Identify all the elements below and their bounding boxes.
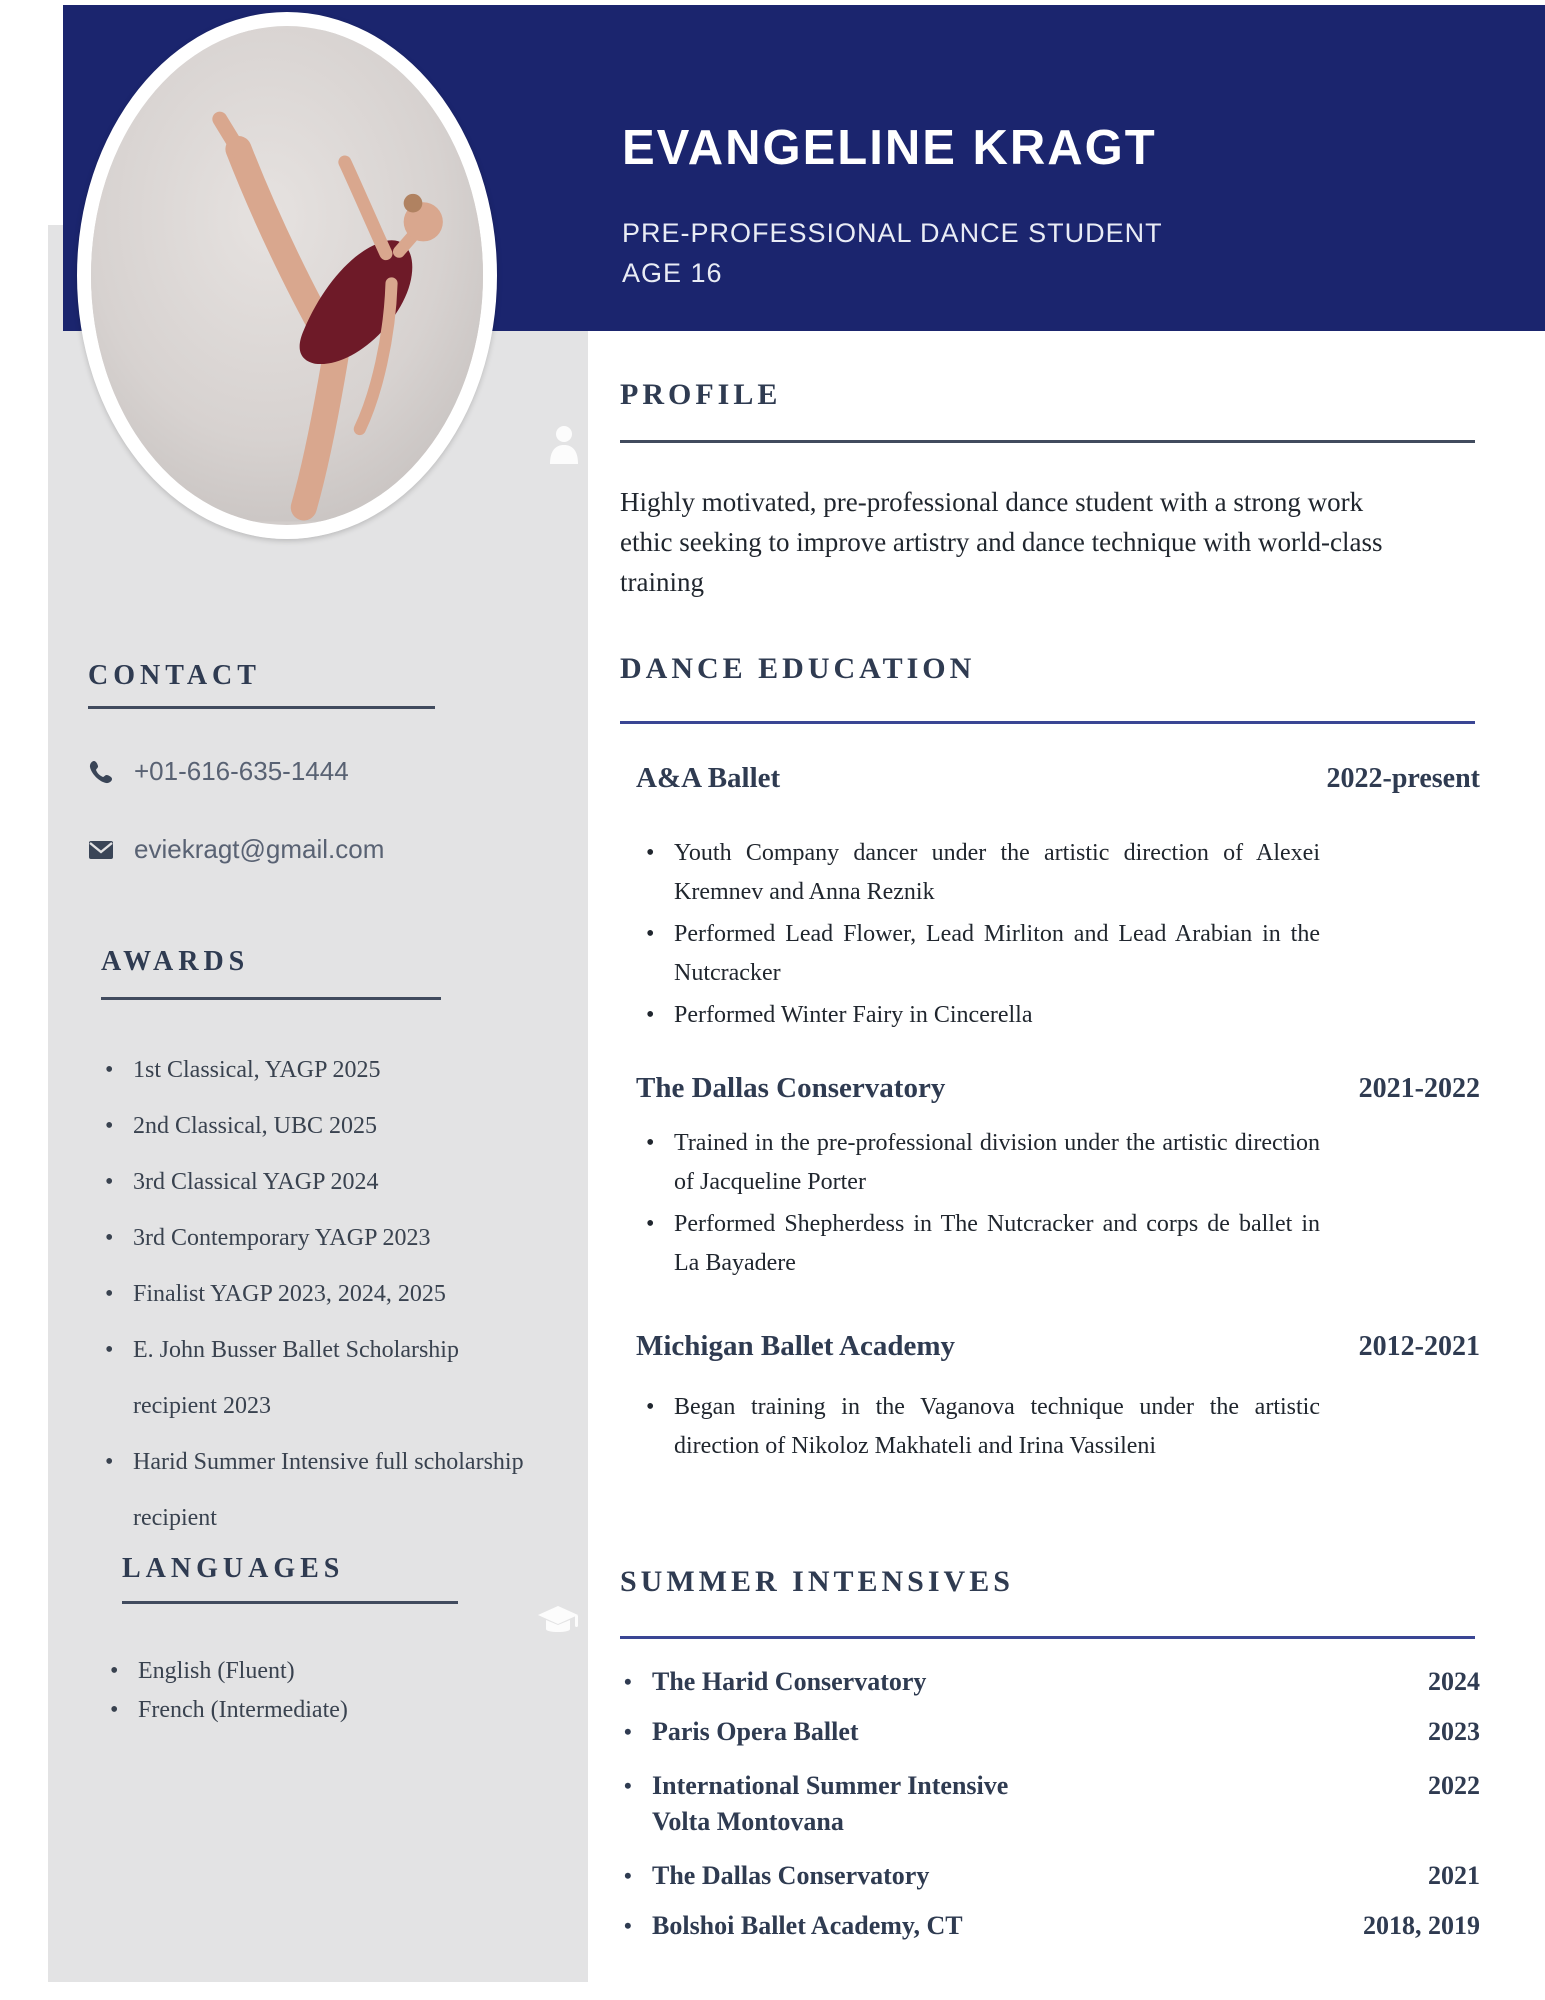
award-item: • 3rd Contemporary YAGP 2023 (103, 1210, 543, 1266)
summer-title: SUMMER INTENSIVES (620, 1565, 1014, 1598)
contact-phone-row (88, 756, 349, 787)
school-dates: 2021-2022 (1358, 1073, 1480, 1104)
awards-title: AWARDS (101, 946, 250, 977)
summer-row (620, 1714, 1480, 1750)
summer-row (620, 1768, 1480, 1840)
summer-year: 2018, 2019 (1363, 1911, 1480, 1940)
education-bullets (620, 834, 1450, 1038)
profile-title: PROFILE (620, 378, 782, 411)
summer-row (620, 1908, 1480, 1944)
email-icon (88, 837, 114, 863)
award-item: • Finalist YAGP 2023, 2024, 2025 (103, 1266, 543, 1322)
education-entry-header (636, 1072, 1480, 1105)
dancer-photo (91, 26, 483, 525)
education-rule (620, 721, 1475, 724)
school-dates: 2022-present (1326, 763, 1480, 794)
summer-name: • Paris Opera Ballet (620, 1714, 1090, 1750)
education-bullet: • Performed Shepherdess in The Nutcracker and corps de ballet in La Bayadere (620, 1205, 1320, 1283)
school-name: The Dallas Conservatory (636, 1072, 946, 1104)
phone-icon (88, 759, 114, 785)
award-item: • 2nd Classical, UBC 2025 (103, 1098, 543, 1154)
contact-title: CONTACT (88, 660, 261, 691)
school-name: A&A Ballet (636, 762, 781, 794)
awards-list (103, 1042, 543, 1546)
award-item: • Harid Summer Intensive full scholarship recipient (103, 1434, 543, 1546)
page-title: EVANGELINE KRAGT (622, 121, 1157, 175)
contact-rule (88, 706, 435, 709)
award-item: • 1st Classical, YAGP 2025 (103, 1042, 543, 1098)
contact-email-row (88, 834, 384, 865)
header-age: AGE 16 (622, 258, 723, 288)
summer-name: • International Summer Intensive Volta Montovana (620, 1768, 1050, 1840)
education-title: DANCE EDUCATION (620, 652, 976, 685)
summer-row (620, 1858, 1480, 1894)
summer-year: 2022 (1428, 1771, 1480, 1800)
summer-list (620, 1664, 1480, 1944)
summer-name: • The Dallas Conservatory (620, 1858, 1090, 1894)
person-icon (548, 424, 580, 466)
header-subtitle: PRE-PROFESSIONAL DANCE STUDENT (622, 218, 1163, 248)
language-item: • French (Intermediate) (108, 1691, 528, 1730)
education-bullet: • Performed Lead Flower, Lead Mirliton and Lead Arabian in the Nutcracker (620, 915, 1320, 993)
education-bullets (620, 1388, 1450, 1469)
education-bullet: • Performed Winter Fairy in Cincerella (620, 996, 1320, 1035)
summer-name: • The Harid Conservatory (620, 1664, 1090, 1700)
summer-name: • Bolshoi Ballet Academy, CT (620, 1908, 1090, 1944)
summer-rule (620, 1636, 1475, 1639)
summer-year: 2023 (1428, 1717, 1480, 1746)
summer-row (620, 1664, 1480, 1700)
award-item: • 3rd Classical YAGP 2024 (103, 1154, 543, 1210)
summer-year: 2021 (1428, 1861, 1480, 1890)
language-item: • English (Fluent) (108, 1652, 528, 1691)
contact-phone: +01-616-635-1444 (134, 756, 349, 786)
award-item: • E. John Busser Ballet Scholarship recipient 2023 (103, 1322, 543, 1434)
languages-rule (122, 1601, 458, 1604)
education-entry-header (636, 762, 1480, 795)
education-bullet: • Trained in the pre-professional division under the artistic direction of Jacqueline Porter (620, 1124, 1320, 1202)
languages-title: LANGUAGES (122, 1553, 345, 1584)
contact-email: eviekragt@gmail.com (134, 834, 385, 864)
languages-list (108, 1652, 528, 1730)
education-bullet: • Began training in the Vaganova technique under the artistic direction of Nikoloz Makhateli and Irina Vassileni (620, 1388, 1320, 1466)
school-name: Michigan Ballet Academy (636, 1330, 955, 1362)
school-dates: 2012-2021 (1358, 1331, 1480, 1362)
summer-year: 2024 (1428, 1667, 1480, 1696)
awards-rule (101, 997, 441, 1000)
education-entry-header (636, 1330, 1480, 1363)
profile-text: Highly motivated, pre-professional dance student with a strong work ethic seeking to improve artistry and dance technique with world-class training (620, 487, 1383, 597)
education-bullet: • Youth Company dancer under the artistic direction of Alexei Kremnev and Anna Reznik (620, 834, 1320, 912)
education-bullets (620, 1124, 1450, 1286)
graduation-cap-icon (536, 1604, 580, 1638)
profile-photo (77, 12, 497, 539)
profile-rule (620, 440, 1475, 443)
